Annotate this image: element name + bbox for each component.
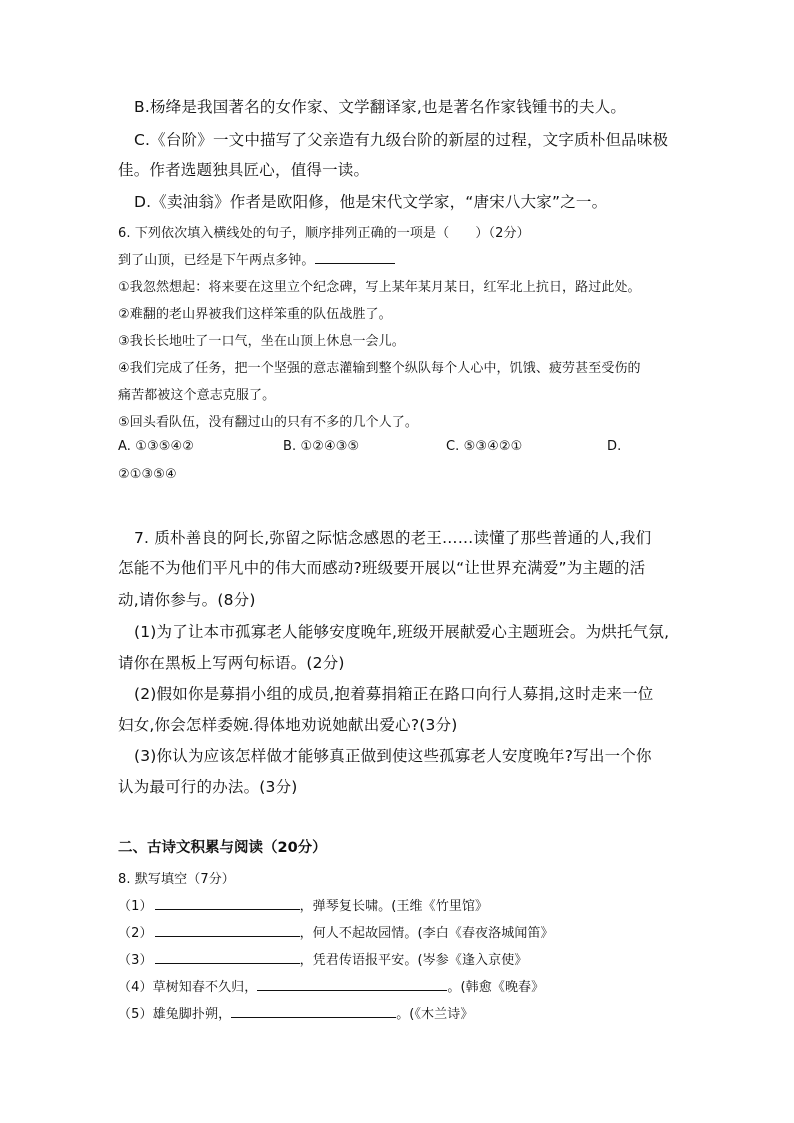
q8-item-4-blank[interactable] [257, 978, 447, 991]
q5-option-c-line1: C.《台阶》一文中描写了父亲造有九级台阶的新屋的过程，文字质朴但品味极 [134, 131, 669, 149]
q6-sentence-4-line2: 痛苦都被这个意志克服了。 [118, 388, 276, 403]
q8-item-4 [118, 976, 544, 995]
q7-part3-line2: 认为最可行的办法。(3分) [118, 778, 298, 796]
q6-option-d-continued: ②①③⑤④ [118, 467, 177, 482]
q6-option-b: B. ①②④③⑤ [283, 439, 360, 454]
q8-item-2 [118, 922, 554, 941]
q6-option-d: D. [607, 439, 622, 454]
q6-lead [118, 249, 395, 268]
q6-sentence-5: ⑤回头看队伍，没有翻过山的只有不多的几个人了。 [118, 415, 418, 430]
q7-intro-line2: 怎能不为他们平凡中的伟大而感动?班级要开展以“让世界充满爱”为主题的活 [118, 559, 646, 577]
q6-stem: 6. 下列依次填入横线处的句子，顺序排列正确的一项是（ ）（2分） [118, 226, 530, 241]
q7-part1-line2: 请你在黑板上写两句标语。(2分) [118, 654, 345, 672]
q8-item-5-text: 。(《木兰诗》 [396, 1007, 474, 1022]
q8-item-2-blank[interactable] [155, 924, 300, 937]
q8-item-5-blank[interactable] [231, 1005, 396, 1018]
q7-intro-line1: 7. 质朴善良的阿长,弥留之际惦念感恩的老王……读懂了那些普通的人,我们 [134, 529, 652, 547]
q8-item-3-number: （3） [118, 953, 153, 968]
q8-item-4-text: 。(韩愈《晚春》 [447, 980, 545, 995]
q8-item-2-text: ，何人不起故园情。(李白《春夜洛城闻笛》 [299, 926, 554, 941]
q5-option-d: D.《卖油翁》作者是欧阳修，他是宋代文学家，“唐宋八大家”之一。 [134, 193, 608, 211]
q6-sentence-1: ①我忽然想起：将来要在这里立个纪念碑，写上某年某月某日，红军北上抗日，路过此处。 [118, 280, 641, 295]
q8-item-5-lead: 雄兔脚扑朔， [152, 1007, 232, 1022]
q8-item-4-number: （4） [118, 980, 153, 995]
q6-sentence-4-line1: ④我们完成了任务，把一个坚强的意志灌输到整个纵队每个人心中，饥饿、疲劳甚至受伤的 [118, 361, 641, 376]
q6-sentence-2: ②难翻的老山界被我们这样笨重的队伍战胜了。 [118, 307, 392, 322]
q8-item-1 [118, 895, 488, 914]
q8-item-4-lead: 草树知春不久归， [152, 980, 258, 995]
q7-intro-line3: 动,请你参与。(8分) [118, 591, 256, 609]
q7-part1-line1: (1)为了让本市孤寡老人能够安度晚年,班级开展献爱心主题班会。为烘托气氛, [134, 623, 670, 641]
q8-item-2-number: （2） [118, 926, 153, 941]
q5-option-c-line2: 佳。作者选题独具匠心，值得一读。 [118, 161, 370, 179]
q8-item-5 [118, 1003, 473, 1022]
q5-option-b: B.杨绛是我国著名的女作家、文学翻译家,也是著名作家钱锺书的夫人。 [134, 98, 627, 116]
q6-answer-blank[interactable] [315, 251, 395, 264]
q8-item-3-blank[interactable] [155, 951, 300, 964]
q6-lead-text: 到了山顶，已经是下午两点多钟。 [118, 253, 315, 268]
q6-option-c: C. ⑤③④②① [446, 439, 523, 454]
q8-item-1-number: （1） [118, 899, 153, 914]
q6-option-a: A. ①③⑤④② [118, 439, 195, 454]
q8-item-1-text: ，弹琴复长啸。(王维《竹里馆》 [299, 899, 489, 914]
q7-part3-line1: (3)你认为应该怎样做才能够真正做到使这些孤寡老人安度晚年?写出一个你 [134, 747, 652, 765]
q8-stem: 8. 默写填空（7分） [118, 872, 235, 887]
q8-item-3 [118, 949, 527, 968]
q8-item-1-blank[interactable] [155, 897, 300, 910]
section-2-heading: 二、古诗文积累与阅读（20分） [118, 840, 327, 856]
q8-item-3-text: ，凭君传语报平安。(岑参《逢入京使》 [299, 953, 528, 968]
q8-item-5-number: （5） [118, 1007, 153, 1022]
q6-sentence-3: ③我长长地吐了一口气，坐在山顶上休息一会儿。 [118, 334, 405, 349]
q7-part2-line1: (2)假如你是募捐小组的成员,抱着募捐箱正在路口向行人募捐,这时走来一位 [134, 685, 654, 703]
q7-part2-line2: 妇女,你会怎样委婉.得体地劝说她献出爱心?(3分) [118, 716, 458, 734]
